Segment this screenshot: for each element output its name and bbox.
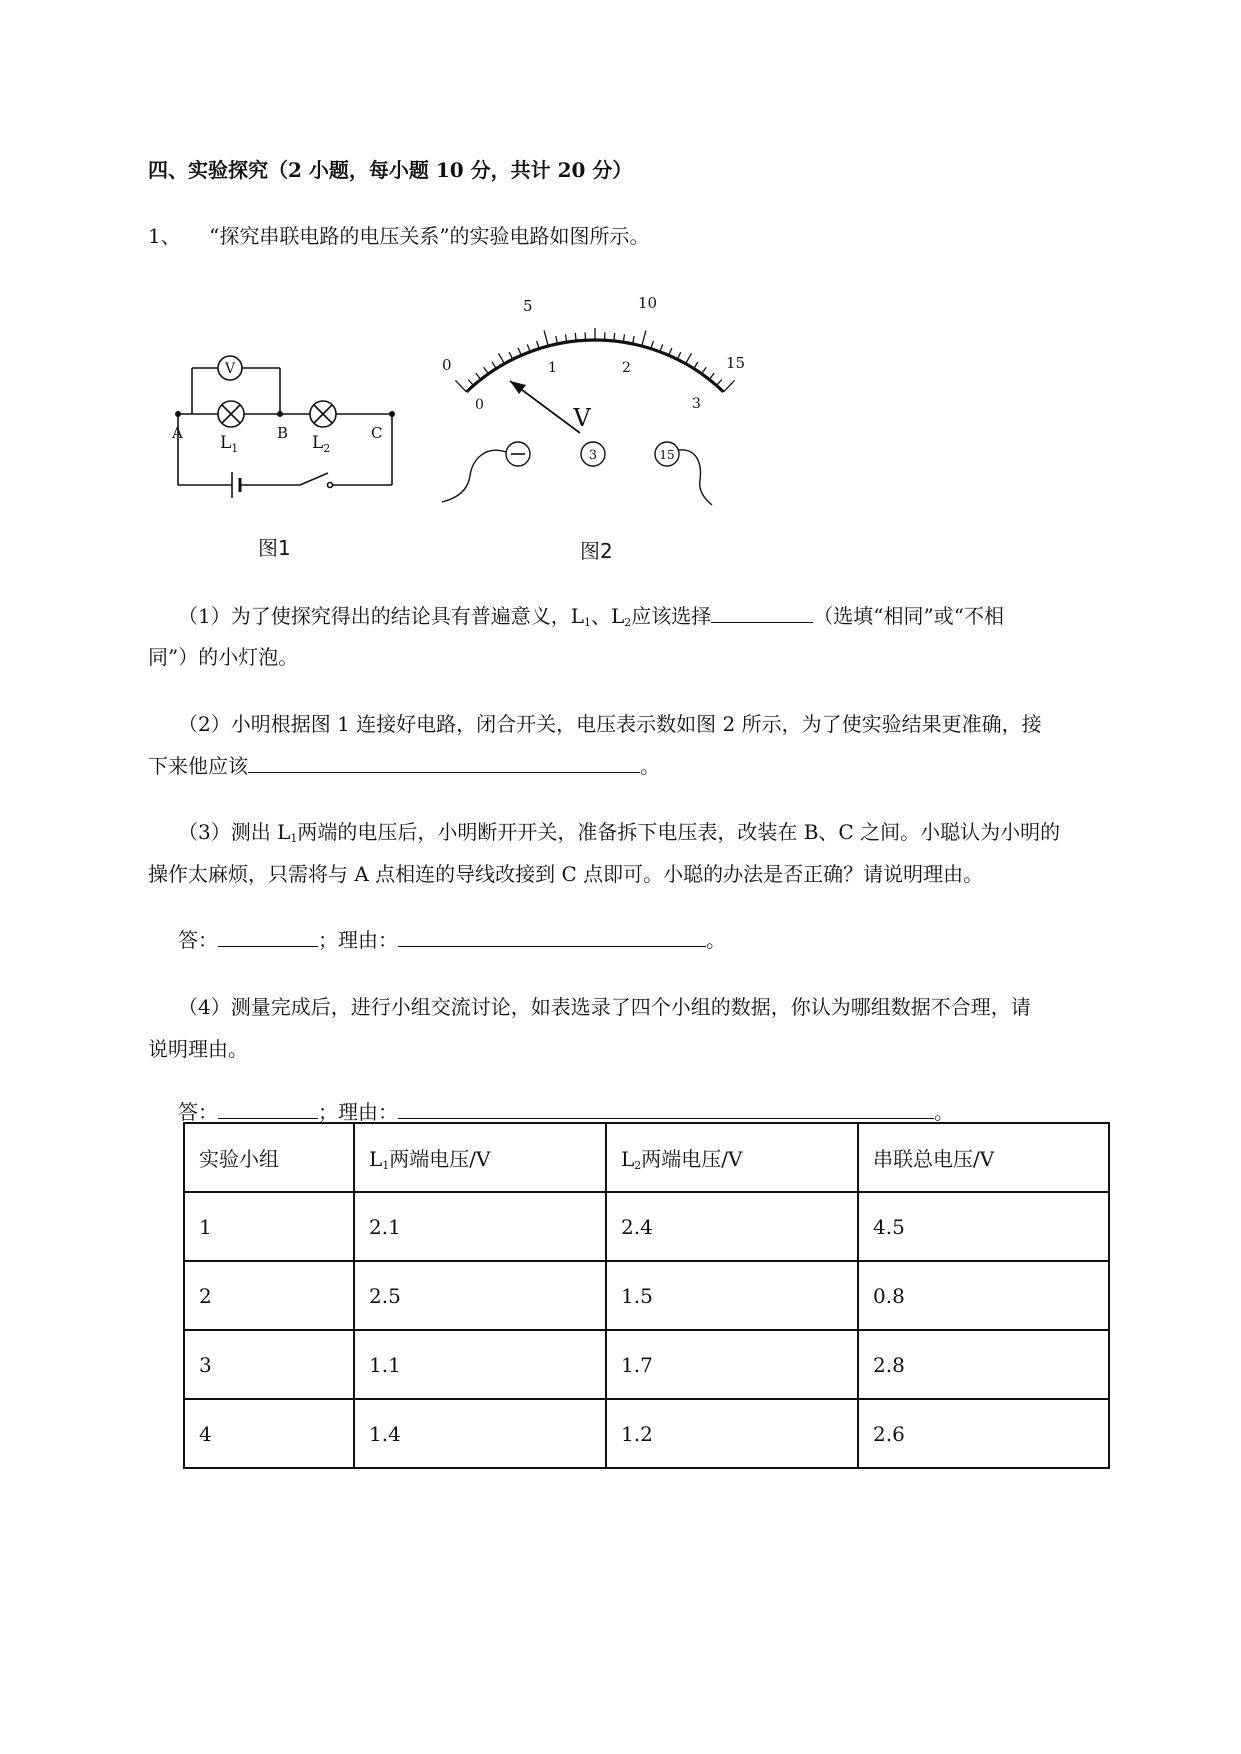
part1-line1: （1）为了使探究得出的结论具有普遍意义，$L_1$、$L_2$应该选择 （选填“相同”或“不相 xyxy=(178,604,1004,629)
part1-answer-blank[interactable] xyxy=(711,602,813,623)
upper-scale-10: 10 xyxy=(638,294,658,312)
table-cell: 1.7 xyxy=(606,1330,858,1399)
question-text: “探究串联电路的电压关系”的实验电路如图所示。 xyxy=(209,224,650,248)
lower-scale-0: 0 xyxy=(475,397,484,413)
table-row xyxy=(184,1192,1109,1261)
part3-answer-blank[interactable] xyxy=(218,926,318,947)
part4-answer-line: 答： ；理由： 。 xyxy=(178,1100,954,1124)
part4-line2: 说明理由。 xyxy=(148,1037,248,1061)
section-heading: 四、实验探究（2 小题，每小题 10 分，共计 20 分） xyxy=(148,158,633,182)
lamp-l2-label: $L_2$ xyxy=(312,433,331,455)
part4-reason-blank[interactable] xyxy=(398,1098,934,1119)
table-cell: 1.5 xyxy=(606,1261,858,1330)
part3-line2: 操作太麻烦，只需将与 A 点相连的导线改接到 C 点即可。小聪的办法是否正确？请说明理由。 xyxy=(148,862,984,886)
wire-left xyxy=(442,450,506,502)
point-a-label: A xyxy=(172,424,183,442)
part4-answer-blank[interactable] xyxy=(218,1098,318,1119)
upper-scale-15: 15 xyxy=(726,354,746,372)
part3-line1: （3）测出 $L_1$两端的电压后，小明断开开关，准备拆下电压表，改装在 B、C 之间。小聪认为小明的 xyxy=(178,820,1061,845)
part2-answer-blank[interactable] xyxy=(248,752,640,773)
switch-icon xyxy=(300,473,328,485)
wire-right xyxy=(678,450,712,505)
part3-answer-line: 答： ；理由： 。 xyxy=(178,928,726,952)
part3-reason-blank[interactable] xyxy=(398,926,706,947)
data-table xyxy=(183,1122,1110,1469)
point-b-label: B xyxy=(277,424,289,442)
header-group: 实验小组 xyxy=(184,1123,354,1192)
question-number: 1、 xyxy=(148,224,181,248)
table-row xyxy=(184,1261,1109,1330)
table-cell: 1.1 xyxy=(354,1330,606,1399)
table-row xyxy=(184,1330,1109,1399)
dial-tick xyxy=(724,380,735,392)
dial-tick xyxy=(544,331,548,347)
lamp-l1-label: $L_1$ xyxy=(220,433,239,455)
table-cell: 2.1 xyxy=(354,1192,606,1261)
table-cell: 2.5 xyxy=(354,1261,606,1330)
table-cell: 4.5 xyxy=(858,1192,1109,1261)
question-prompt xyxy=(148,222,650,250)
meter-symbol: V xyxy=(573,404,591,432)
voltmeter-label: V xyxy=(224,361,236,377)
terminal-3-label: 3 xyxy=(588,448,598,463)
table-cell: 2 xyxy=(184,1261,354,1330)
table-cell: 1 xyxy=(184,1192,354,1261)
part2-line1: （2）小明根据图 1 连接好电路，闭合开关，电压表示数如图 2 所示，为了使实验结果更准确，接 xyxy=(178,712,1042,736)
figure1-caption: 图1 xyxy=(258,536,291,560)
table-cell: 1.4 xyxy=(354,1399,606,1468)
table-header-row xyxy=(184,1123,1109,1192)
table-row xyxy=(184,1399,1109,1468)
lower-scale-3: 3 xyxy=(692,396,701,412)
table-cell: 0.8 xyxy=(858,1261,1109,1330)
dial-tick xyxy=(455,380,466,392)
voltmeter-dial-figure xyxy=(430,280,760,510)
point-c-label: C xyxy=(371,424,383,442)
table-cell: 2.8 xyxy=(858,1330,1109,1399)
header-l1-voltage: $L_1$两端电压/V xyxy=(354,1123,606,1192)
dial-tick xyxy=(642,331,646,347)
lower-scale-2: 2 xyxy=(622,360,631,376)
part4-line1: （4）测量完成后，进行小组交流讨论，如表选录了四个小组的数据，你认为哪组数据不合理，请 xyxy=(178,995,1031,1019)
lower-scale-1: 1 xyxy=(548,360,557,376)
table-cell: 2.6 xyxy=(858,1399,1109,1468)
header-total-voltage: 串联总电压/V xyxy=(858,1123,1109,1192)
table-cell: 4 xyxy=(184,1399,354,1468)
dial-tick xyxy=(686,353,692,363)
dial-tick xyxy=(499,353,505,363)
table-cell: 1.2 xyxy=(606,1399,858,1468)
part1-line2: 同”）的小灯泡。 xyxy=(148,645,299,669)
upper-scale-0: 0 xyxy=(442,356,452,374)
header-l2-voltage: $L_2$两端电压/V xyxy=(606,1123,858,1192)
table-cell: 3 xyxy=(184,1330,354,1399)
terminal-15-label: 15 xyxy=(659,448,675,462)
figure2-caption: 图2 xyxy=(580,539,613,563)
table-cell: 2.4 xyxy=(606,1192,858,1261)
part2-line2: 下来他应该 。 xyxy=(148,754,660,778)
upper-scale-5: 5 xyxy=(523,297,533,315)
